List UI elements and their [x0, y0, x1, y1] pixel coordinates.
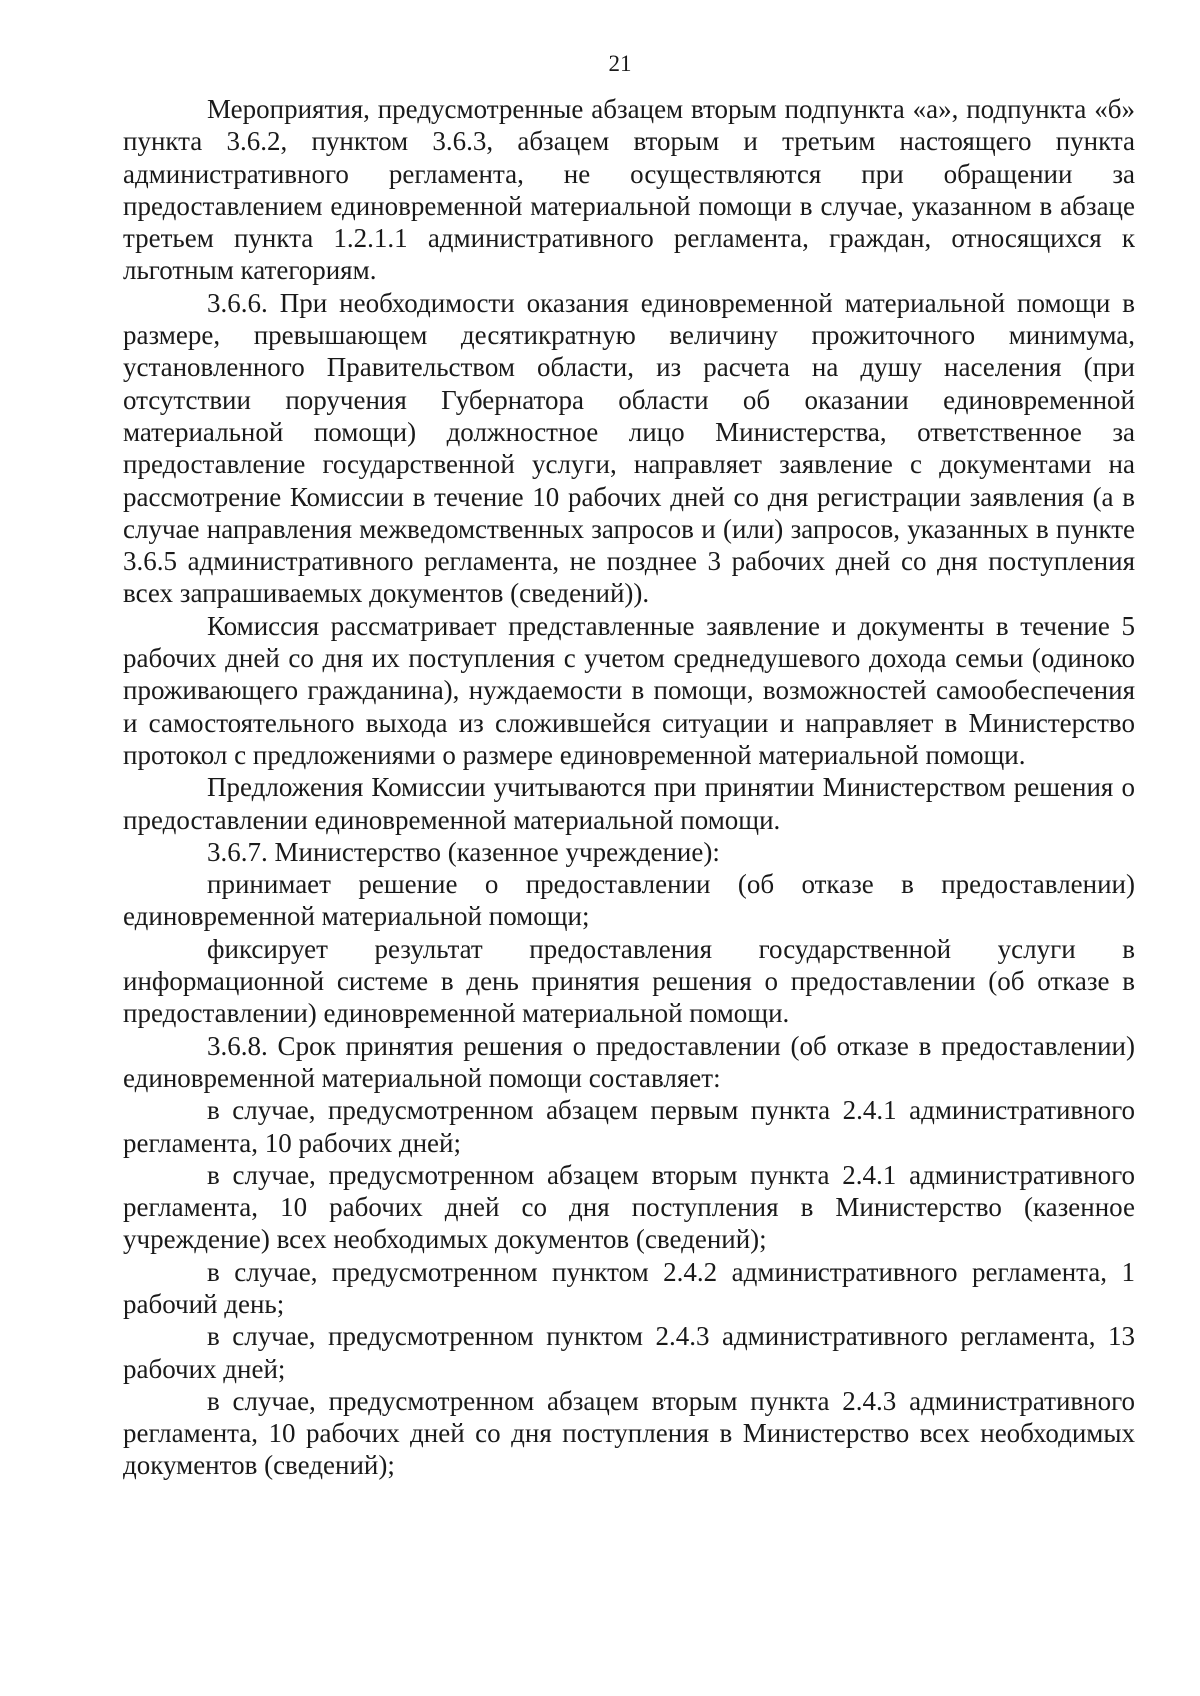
paragraph-3-6-7: 3.6.7. Министерство (казенное учреждение): [207, 836, 720, 867]
list-item-decision: принимает решение о предоставлении (об отказе в предоставлении) единовременной материальной помощи; [123, 869, 1135, 932]
list-item-term-2-4-1-second: в случае, предусмотренном абзацем вторым пункта 2.4.1 административного регламента, 10 рабочих дней со дня поступления в Министерство (казенное учреждение) всех необходимых документов (сведений); [123, 1159, 1135, 1255]
list-item-term-2-4-3: в случае, предусмотренном пунктом 2.4.3 административного регламента, 13 рабочих дней; [123, 1321, 1135, 1384]
paragraph-commission-review: Комиссия рассматривает представленные заявление и документы в течение 5 рабочих дней со дня их поступления с учетом среднедушевого дохода семьи (одиноко проживающего гражданина), нуждаемости в помощи, возможностей самообеспечения и самостоятельного выхода из сложившейся ситуации и направляет в Министерство протокол с предложениями о размере единовременной материальной помощи. [123, 610, 1135, 770]
list-item-term-2-4-1-first: в случае, предусмотренном абзацем первым пункта 2.4.1 административного регламента, 10 рабочих дней; [123, 1095, 1135, 1158]
paragraph-3-6-8: 3.6.8. Срок принятия решения о предоставлении (об отказе в предоставлении) единовременной материальной помощи составляет: [123, 1030, 1135, 1093]
paragraph-commission-proposals: Предложения Комиссии учитываются при принятии Министерством решения о предоставлении единовременной материальной помощи. [123, 772, 1135, 835]
list-item-record-result: фиксирует результат предоставления государственной услуги в информационной системе в день принятия решения о предоставлении (об отказе в предоставлении) единовременной материальной помощи. [123, 933, 1135, 1029]
list-item-term-2-4-2: в случае, предусмотренном пунктом 2.4.2 административного регламента, 1 рабочий день; [123, 1256, 1135, 1319]
document-body [123, 93, 1135, 1482]
paragraph-exemption: Мероприятия, предусмотренные абзацем вторым подпункта «а», подпункта «б» пункта 3.6.2, пунктом 3.6.3, абзацем вторым и третьим настоящего пункта административного регламента, не осуществляются при обращении за предоставлением единовременной материальной помощи в случае, указанном в абзаце третьем пункта 1.2.1.1 административного регламента, граждан, относящихся к льготным категориям. [123, 94, 1135, 286]
page-number: 21 [608, 51, 632, 76]
list-item-term-2-4-3-second: в случае, предусмотренном абзацем вторым пункта 2.4.3 административного регламента, 10 рабочих дней со дня поступления в Министерство всех необходимых документов (сведений); [123, 1385, 1135, 1481]
paragraph-3-6-6: 3.6.6. При необходимости оказания единовременной материальной помощи в размере, превышающем десятикратную величину прожиточного минимума, установленного Правительством области, из расчета на душу населения (при отсутствии поручения Губернатора области об оказании единовременной материальной помощи) должностное лицо Министерства, ответственное за предоставление государственной услуги, направляет заявление с документами на рассмотрение Комиссии в течение 10 рабочих дней со дня регистрации заявления (а в случае направления межведомственных запросов и (или) запросов, указанных в пункте 3.6.5 административного регламента, не позднее 3 рабочих дней со дня поступления всех запрашиваемых документов (сведений)). [123, 287, 1135, 609]
